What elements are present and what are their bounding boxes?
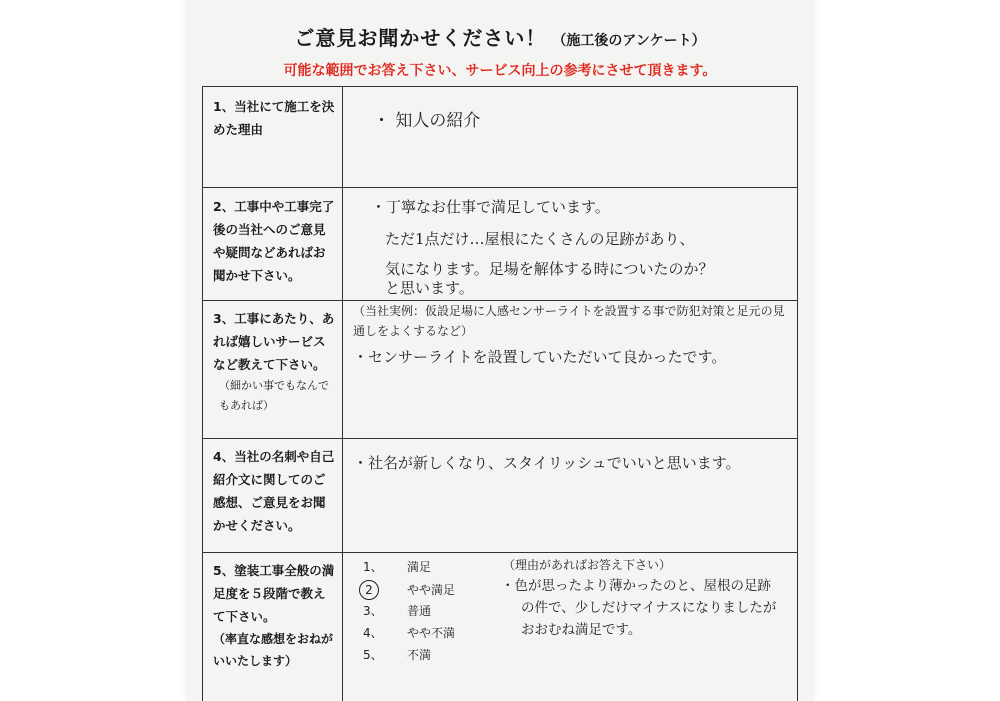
question-2-label: 2、工事中や工事完了後の当社へのご意見や疑問などあればお聞かせ下さい。 <box>213 199 335 283</box>
question-4-label: 4、当社の名刺や自己紹介文に関してのご感想、ご意見をお聞かせください。 <box>213 449 335 533</box>
survey-sheet <box>186 0 814 700</box>
survey-title <box>186 22 814 51</box>
question-2-answer-line-3: 気になります。足場を解体する時についたのか？ <box>385 260 714 278</box>
row-divider <box>203 552 797 553</box>
reason-label: （理由があればお答え下さい） <box>503 558 672 572</box>
question-3-example: （当社実例：仮設足場に人感センサーライトを設置する事で防犯対策と足元の見通しをよくするなど） <box>353 304 785 338</box>
rating-option-3[interactable]: 3、 普通 <box>363 604 432 618</box>
row-divider <box>203 438 797 439</box>
reason-line-1: ・色が思ったより薄かったのと、屋根の足跡 <box>501 578 771 594</box>
rating-option-1[interactable]: 1、 満足 <box>363 560 432 574</box>
question-4-answer: ・社名が新しくなり、スタイリッシュでいいと思います。 <box>353 454 741 472</box>
question-2-answer-line-4: と思います。 <box>385 279 474 297</box>
question-5-label <box>213 559 337 672</box>
question-3-note: （細かい事でもなんでもあれば） <box>219 379 329 412</box>
rating-option-5[interactable]: 5、 不満 <box>363 648 432 662</box>
question-3-answer: ・センサーライトを設置していただいて良かったです。 <box>353 348 727 366</box>
question-5-note: （率直な感想をおねがいいたします） <box>213 632 334 668</box>
selected-circle: 2 <box>359 580 379 600</box>
survey-subtitle: 可能な範囲でお答え下さい、サービス向上の参考にさせて頂きます。 <box>283 63 717 79</box>
title-text: ご意見お聞かせください！ <box>294 26 547 50</box>
title-sub: （施工後のアンケート） <box>552 33 706 49</box>
question-5-label-text: 5、塗装工事全般の満足度を５段階で教えて下さい。 <box>213 563 335 624</box>
row-divider <box>203 187 797 188</box>
survey-table <box>202 86 798 701</box>
rating-option-2[interactable]: 2 やや満足 <box>363 580 455 600</box>
column-divider <box>342 87 343 701</box>
question-1-answer: ・ 知人の紹介 <box>373 111 481 131</box>
question-3-label-text: 3、工事にあたり、あれば嬉しいサービスなど教えて下さい。 <box>213 311 335 372</box>
rating-option-4[interactable]: 4、 やや不満 <box>363 626 456 640</box>
reason-line-2: の件で、少しだけマイナスになりましたが <box>521 600 777 616</box>
question-3-label <box>213 307 337 416</box>
question-2-answer-line-1: ・丁寧なお仕事で満足しています。 <box>371 198 610 216</box>
reason-line-3: おおむね満足です。 <box>521 622 642 638</box>
question-2-answer-line-2: ただ1点だけ…屋根にたくさんの足跡があり、 <box>385 230 695 248</box>
question-1-label: 1、当社にて施工を決めた理由 <box>213 99 335 137</box>
